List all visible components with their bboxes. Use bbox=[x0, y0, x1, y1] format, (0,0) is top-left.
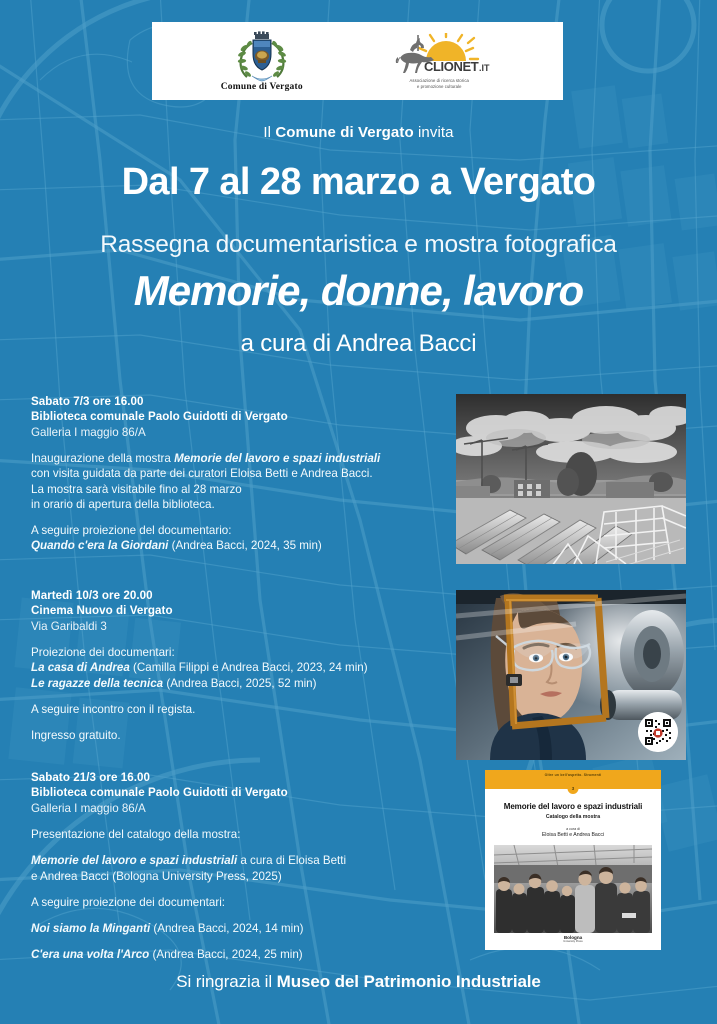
event3-film1-credits: (Andrea Bacci, 2024, 14 min) bbox=[150, 921, 304, 935]
footer-prefix: Si ringrazia il bbox=[176, 972, 277, 991]
woman-with-safety-glasses-photo bbox=[456, 590, 686, 760]
catalog-subtitle: Catalogo della mostra bbox=[545, 813, 601, 820]
qr-code-badge[interactable] bbox=[638, 712, 678, 752]
exhibition-catalog-cover bbox=[485, 770, 661, 950]
comune-logo-cell bbox=[221, 30, 303, 93]
event-block-1 bbox=[31, 394, 431, 553]
logo-band bbox=[152, 22, 563, 100]
event3-catalog-line bbox=[31, 853, 431, 883]
catalog-publisher-name: Bologna bbox=[563, 934, 583, 940]
event1-venue: Biblioteca comunale Paolo Guidotti di Vergato bbox=[31, 410, 288, 424]
event2-film1-title: La casa di Andrea bbox=[31, 661, 130, 675]
event2-film2-credits: (Andrea Bacci, 2025, 52 min) bbox=[163, 676, 317, 690]
event2-screening-label: Proiezione dei documentari: bbox=[31, 646, 175, 660]
event3-date: Sabato 21/3 ore 16.00 bbox=[31, 771, 150, 784]
event3-film2-credits: (Andrea Bacci, 2024, 25 min) bbox=[149, 948, 303, 962]
event3-paragraph-1: Presentazione del catalogo della mostra: bbox=[31, 828, 241, 842]
event1-paragraph-1 bbox=[31, 451, 431, 512]
event1-p1-l3: La mostra sarà visitabile fino al 28 marzo bbox=[31, 482, 242, 496]
svg-text:.IT: .IT bbox=[479, 62, 490, 73]
invite-suffix: invita bbox=[413, 124, 454, 141]
comune-logo-caption: Comune di Vergato bbox=[220, 81, 303, 92]
event1-p1-pre: Inaugurazione della mostra bbox=[31, 452, 175, 466]
clionet-tagline-line1: Associazione di ricerca storica bbox=[409, 78, 469, 84]
invite-bold: Comune di Vergato bbox=[275, 124, 414, 141]
event1-p1-l2: con visita guidata da parte dei curatori Eloisa Betti e Andrea Bacci. bbox=[31, 467, 373, 481]
event1-exhibition-title: Memorie del lavoro e spazi industriali bbox=[174, 452, 381, 466]
clionet-sun-and-horseman-icon bbox=[384, 33, 494, 77]
event2-film2-title: Le ragazze della tecnica bbox=[31, 676, 164, 690]
event3-venue: Biblioteca comunale Paolo Guidotti di Vergato bbox=[31, 786, 288, 800]
event2-date: Martedì 10/3 ore 20.00 bbox=[31, 589, 153, 602]
catalog-series-number: 3 bbox=[568, 783, 579, 794]
event3-paragraph-2: A seguire proiezione dei documentari: bbox=[31, 895, 225, 909]
event2-paragraph-3: Ingresso gratuito. bbox=[31, 728, 121, 742]
event1-p1-l4: in orario di apertura della biblioteca. bbox=[31, 497, 215, 511]
event1-film-title: Quando c'era la Giordani bbox=[31, 539, 169, 553]
event-block-2 bbox=[31, 588, 431, 743]
event1-film-credits: (Andrea Bacci, 2024, 35 min) bbox=[168, 539, 322, 553]
clionet-tagline bbox=[410, 78, 469, 89]
footer-museum-name: Museo del Patrimonio Industriale bbox=[276, 972, 541, 991]
catalog-cover-photo-workers bbox=[494, 845, 652, 933]
qr-code-icon[interactable] bbox=[638, 712, 678, 752]
comune-di-vergato-coat-of-arms-icon bbox=[234, 30, 290, 82]
subtitle: Rassegna documentaristica e mostra fotografica bbox=[100, 231, 617, 258]
catalog-editors: Eloisa Betti e Andrea Bacci bbox=[541, 831, 605, 838]
invite-prefix: Il bbox=[263, 124, 276, 141]
event3-film1-line bbox=[31, 921, 431, 936]
svg-text:CLIONET: CLIONET bbox=[424, 58, 479, 74]
event3-film1-title: Noi siamo la Minganti bbox=[31, 921, 151, 935]
event1-date: Sabato 7/3 ore 16.00 bbox=[31, 395, 144, 408]
event3-catalog-editor2: e Andrea Bacci (Bologna University Press, 2025) bbox=[31, 869, 282, 883]
catalog-series-text: Oltre un bell'aspetto. Strumenti bbox=[544, 773, 602, 777]
event2-paragraph-2: A seguire incontro con il regista. bbox=[31, 702, 196, 716]
event2-address: Via Garibaldi 3 bbox=[31, 619, 107, 633]
catalog-publisher-sub: University Press bbox=[563, 940, 583, 943]
event1-paragraph-2 bbox=[31, 523, 431, 553]
event1-screening-label: A seguire proiezione del documentario: bbox=[31, 523, 232, 537]
curator-line: a cura di Andrea Bacci bbox=[240, 330, 477, 357]
event-block-3 bbox=[31, 770, 431, 962]
event3-address: Galleria I maggio 86/A bbox=[31, 801, 146, 815]
catalog-title: Memorie del lavoro e spazi industriali bbox=[503, 802, 643, 811]
footer-credit bbox=[0, 972, 717, 992]
event3-film2-title: C'era una volta l'Arco bbox=[31, 948, 150, 962]
catalog-acuradi-label: a cura di bbox=[566, 826, 580, 831]
big-date-heading: Dal 7 al 28 marzo a Vergato bbox=[121, 161, 596, 203]
page-title: Memorie, donne, lavoro bbox=[133, 267, 584, 314]
industrial-rooftop-photo-bw bbox=[456, 394, 686, 564]
event2-paragraph-1 bbox=[31, 645, 431, 691]
event2-venue: Cinema Nuovo di Vergato bbox=[31, 604, 173, 618]
event3-catalog-editor1: a cura di Eloisa Betti bbox=[237, 854, 347, 868]
catalog-series-band bbox=[485, 770, 661, 789]
invite-line bbox=[0, 124, 717, 141]
clionet-logo-cell bbox=[384, 33, 494, 90]
clionet-tagline-line2: e promozione culturale bbox=[416, 83, 462, 89]
event2-film1-credits: (Camilla Filippi e Andrea Bacci, 2023, 24 min) bbox=[129, 661, 368, 675]
event3-catalog-title: Memorie del lavoro e spazi industriali bbox=[31, 854, 238, 868]
event1-address: Galleria I maggio 86/A bbox=[31, 425, 146, 439]
catalog-publisher bbox=[485, 935, 661, 950]
event3-film2-line bbox=[31, 947, 431, 962]
